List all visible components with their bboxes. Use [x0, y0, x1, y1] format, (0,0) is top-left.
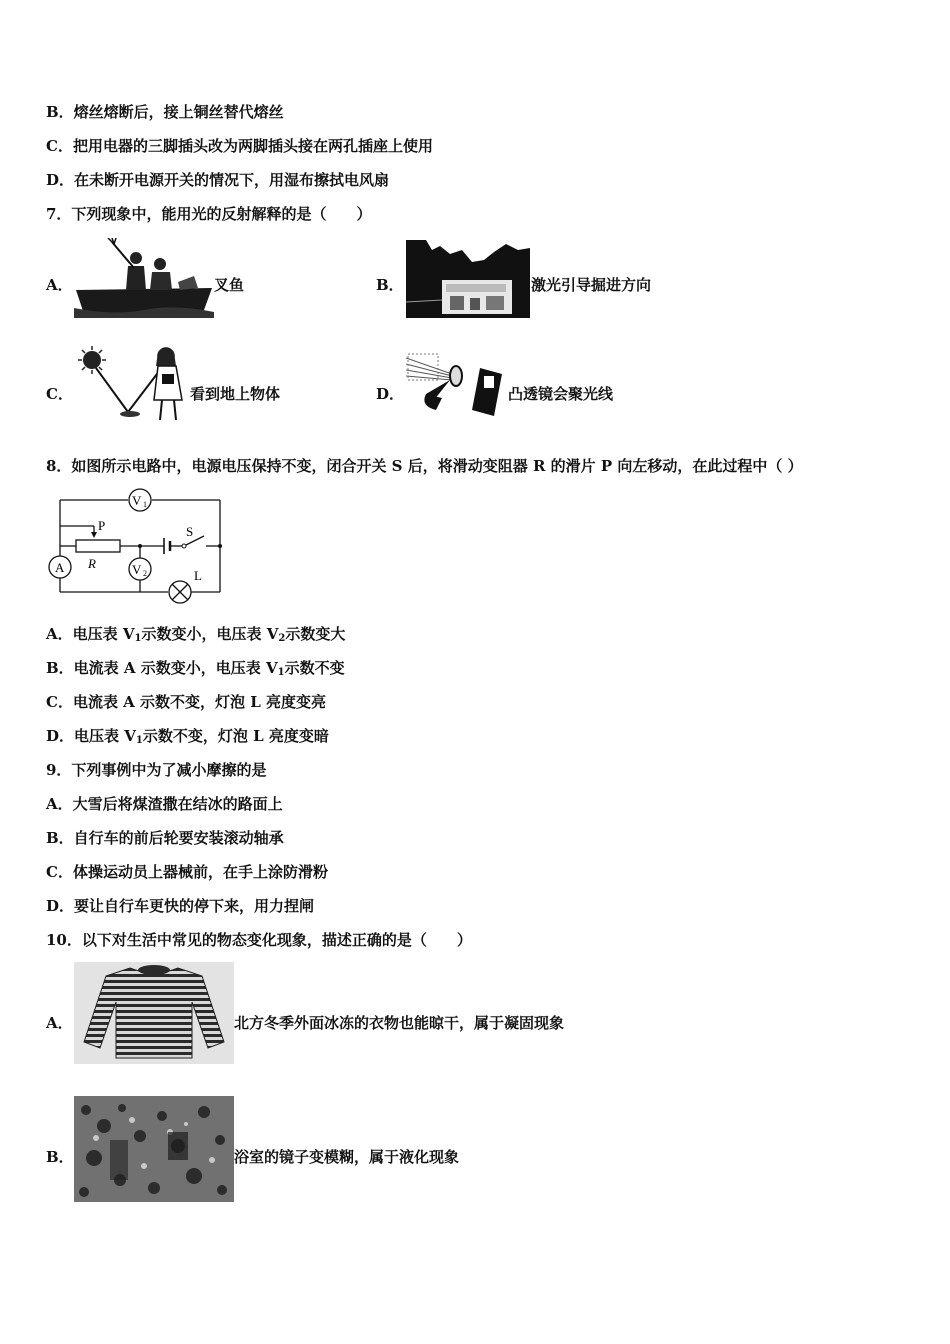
sweater-image: [74, 962, 234, 1064]
q8-option-c: C．电流表 A 示数不变，灯泡 L 亮度变亮: [46, 693, 327, 711]
q9-option-a: A．大雪后将煤渣撒在结冰的路面上: [46, 795, 283, 813]
v2-sub: 2: [143, 569, 147, 578]
q7-option-b-text: 激光引导掘进方向: [531, 276, 652, 294]
laser-tunnel-image: [406, 240, 530, 318]
q10-option-a-text: 北方冬季外面冰冻的衣物也能晾干，属于凝固现象: [234, 1014, 565, 1032]
q7-option-d-text: 凸透镜会聚光线: [508, 385, 614, 403]
foggy-mirror-image: [74, 1096, 234, 1202]
magnifier-sunlight-image: [406, 348, 506, 424]
circuit-diagram: [44, 486, 226, 608]
q9-stem: 9．下列事例中为了减小摩擦的是: [46, 761, 267, 779]
v1-label: V: [132, 493, 142, 508]
q9-option-d: D．要让自行车更快的停下来，用力捏闸: [46, 897, 315, 915]
q10-stem: 10．以下对生活中常见的物态变化现象，描述正确的是（ ）: [46, 931, 472, 949]
girl-sun-reflection-image: [74, 344, 190, 424]
v1-sub: 1: [143, 500, 147, 509]
q6-option-d: D．在未断开电源开关的情况下，用湿布擦拭电风扇: [46, 171, 390, 189]
q8-option-b: B．电流表 A 示数变小，电压表 $V_1$示数不变: [46, 659, 345, 678]
q7-option-a-letter: A．: [46, 276, 73, 294]
q7-stem: 7．下列现象中，能用光的反射解释的是（ ）: [46, 205, 372, 223]
v2-label: V: [132, 562, 142, 577]
q8-stem: 8．如图所示电路中，电源电压保持不变，闭合开关 S 后，将滑动变阻器 R 的滑片 P 向左移动，在此过程中（ ）: [46, 457, 803, 475]
q7-option-c-letter: C．: [46, 385, 73, 403]
q7-option-b-letter: B．: [376, 276, 404, 294]
q10-option-b-letter: B．: [46, 1148, 74, 1166]
q9-option-c: C．体操运动员上器械前，在手上涂防滑粉: [46, 863, 328, 881]
switch-s-label: S: [186, 524, 194, 539]
q6-option-b: B．熔丝熔断后，接上铜丝替代熔丝: [46, 103, 284, 121]
rheostat-symbol: [76, 540, 120, 552]
q7-option-a-text: 叉鱼: [214, 276, 245, 294]
ammeter-label: A: [55, 560, 65, 575]
q7-option-d-letter: D．: [376, 385, 405, 403]
slider-p-label: P: [98, 518, 106, 533]
spear-fishing-image: [74, 238, 214, 318]
lamp-l-label: L: [194, 568, 202, 583]
q7-option-c-text: 看到地上物体: [190, 385, 281, 403]
q10-option-a-letter: A．: [46, 1014, 73, 1032]
rheostat-r-label: R: [88, 556, 96, 571]
q9-option-b: B．自行车的前后轮要安装滚动轴承: [46, 829, 284, 847]
q8-option-d: D．电压表 $V_1$示数不变，灯泡 L 亮度变暗: [46, 727, 329, 746]
q6-option-c: C．把用电器的三脚插头改为两脚插头接在两孔插座上使用: [46, 137, 433, 155]
q10-option-b-text: 浴室的镜子变模糊，属于液化现象: [234, 1148, 460, 1166]
q8-option-a: A．电压表 $V_1$示数变小，电压表 $V_2$示数变大: [46, 625, 346, 644]
